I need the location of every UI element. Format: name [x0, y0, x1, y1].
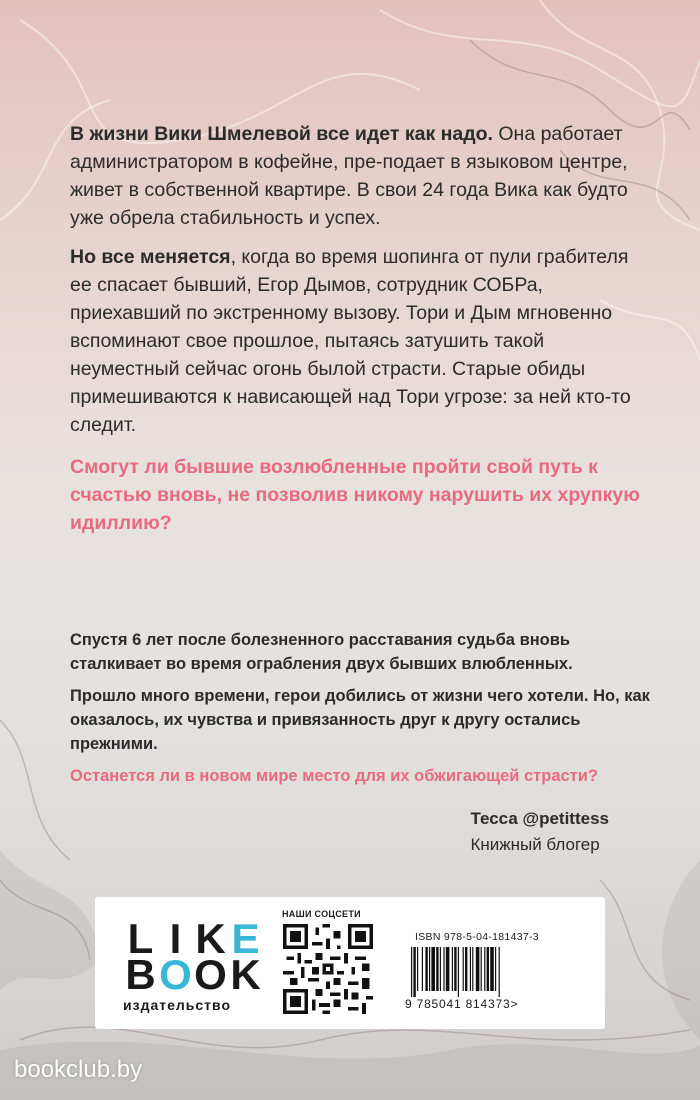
barcode-bar [484, 947, 485, 991]
barcode-bar [454, 947, 456, 991]
barcode-bar [472, 947, 473, 991]
blurb-turn-text: , когда во время шопинга от пули грабителя ее спасает бывший, Егор Дымов, сотрудник СОБРа, приехавший по экстренному вызову. Тори и Дым мгновенно вспоминают свое прошлое, пытаясь затушить такой неуместный сейчас огонь былой страсти. Старые обиды примешиваются к нависающей над Тори угрозе: за ней кто-то следит. [70, 246, 631, 436]
logo-letter: I [169, 915, 182, 962]
barcode-icon [411, 947, 551, 997]
barcode-bar [495, 947, 496, 991]
barcode-bar [481, 947, 482, 991]
barcode-bar [458, 947, 459, 997]
review-question: Останется ли в новом мире место для их обжигающей страсти? [70, 767, 598, 785]
isbn-text: ISBN 978-5-04-181437-3 [415, 931, 539, 943]
barcode-number: 9 785041 814373 [405, 997, 511, 1011]
likebook-logo [123, 915, 263, 1013]
qr-label: НАШИ СОЦСЕТИ [282, 909, 361, 919]
site-watermark: bookclub.by [14, 1056, 143, 1083]
barcode-bar [499, 947, 500, 997]
logo-letter: B [125, 951, 156, 998]
barcode-bar [463, 947, 464, 991]
barcode-bar [476, 947, 480, 991]
blurb-paragraph-2 [70, 243, 650, 439]
barcode-digits [405, 997, 518, 1011]
blurb-paragraph-1 [70, 120, 650, 232]
review-line-1: Спустя 6 лет после болезненного расставания судьба вновь сталкивает во время ограбления двух бывших влюбленных. [70, 631, 573, 673]
blurb-turn-bold: Но все меняется [70, 246, 231, 268]
logo-letter: K [230, 951, 261, 998]
blurb-question: Смогут ли бывшие возлюбленные пройти свой путь к счастью вновь, не позволив никому нарушить их хрупкую идиллию? [70, 456, 640, 534]
logo-letter: O [194, 951, 227, 998]
publisher-panel [95, 897, 605, 1029]
review-author [470, 806, 609, 858]
author-name: Тесса @petittess [470, 809, 609, 828]
barcode-bar [431, 947, 435, 991]
barcode-bar [417, 947, 418, 991]
barcode-bar [440, 947, 441, 991]
logo-row-book [123, 951, 263, 998]
author-role: Книжный блогер [470, 835, 600, 854]
qr-code-icon[interactable] [283, 924, 373, 1014]
barcode-bar [452, 947, 453, 991]
barcode-bar [422, 947, 423, 991]
blurb [70, 120, 650, 537]
barcode-bar [465, 947, 467, 991]
logo-subtitle: издательство [123, 997, 231, 1013]
barcode-bar [487, 947, 489, 991]
barcode-bar [490, 947, 494, 991]
logo-letter: K [195, 915, 226, 962]
barcode-bar [470, 947, 471, 991]
barcode-bar [425, 947, 427, 991]
logo-letter: E [231, 915, 260, 962]
blurb-intro-text: Она работает администратором в кофейне, пре-подает в языковом центре, живет в собственной квартире. В свои 24 года Вика как будто уже обрела стабильность и успех. [70, 123, 628, 229]
barcode-bar [443, 947, 444, 991]
logo-letter: O [159, 951, 192, 998]
barcode-bar [413, 947, 415, 997]
barcode-bar [446, 947, 450, 991]
blurb-intro-bold: В жизни Вики Шмелевой все идет как надо. [70, 123, 493, 145]
review-line-2: Прошло много времени, герои добились от жизни чего хотели. Но, как оказалось, их чувства и привязанность друг к другу остались прежними. [70, 687, 650, 753]
barcode-bar [429, 947, 430, 991]
barcode-bar [411, 947, 412, 997]
barcode-suffix: > [510, 997, 519, 1011]
logo-letter: L [127, 915, 154, 962]
barcode-bar [436, 947, 438, 991]
